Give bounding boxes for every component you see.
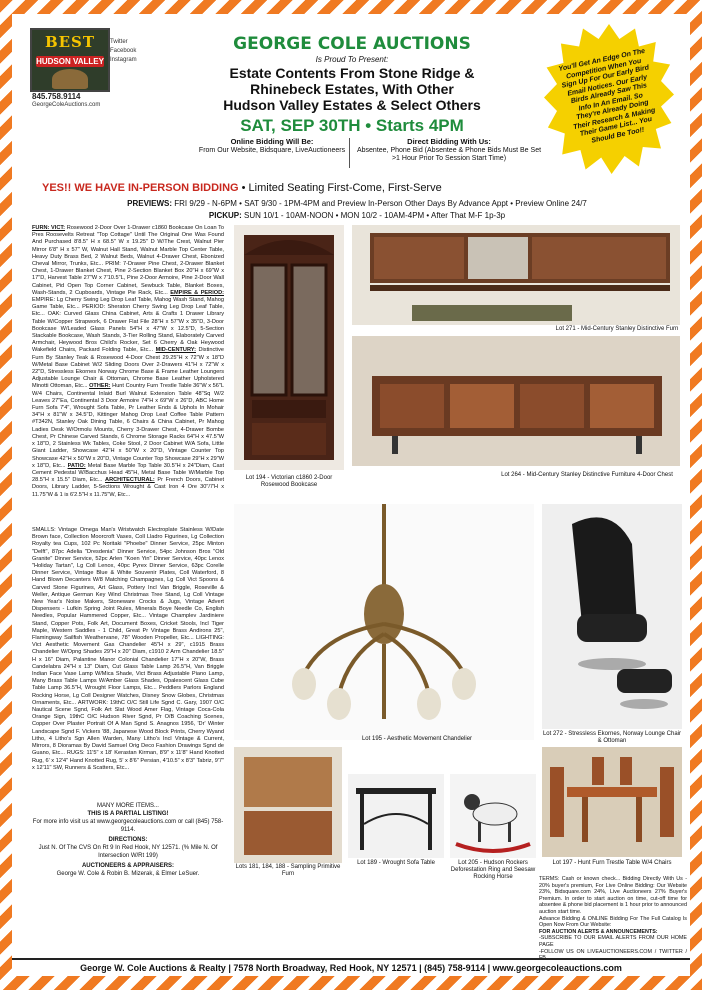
terms-text: TERMS: Cash or known check... Bidding Directly With Us - 20% buyer's premium, For Live Online Bidding: Our Website 23%, Bidsquare.com 24%, Live Auctioneers 27% Buyer's Premium. In order to start auction on time, cut-off time for absentee & phone bid placement is 1 hour prior to announced auction start time. — [539, 876, 687, 915]
photo-lot-264 — [352, 336, 680, 466]
logo-phone: 845.758.9114 — [32, 92, 81, 101]
best-of-hudson-valley-logo — [30, 28, 110, 92]
smalls-listing — [32, 527, 224, 797]
alerts-label: FOR AUCTION ALERTS & ANNOUNCEMENTS: — [539, 928, 658, 935]
direct-bidding-info — [354, 138, 544, 163]
caption-lot-189: Lot 189 - Wrought Sofa Table — [357, 860, 435, 866]
previews-label: PREVIEWS: — [127, 199, 173, 208]
footer-info — [32, 802, 224, 878]
pickup-line — [32, 211, 682, 220]
smalls-text: Vintage Omega Man's Wristwatch Electroplate Stainless W/Date Brown face, Collection Moorcroft Vases, Coll Lladro Figurines, Lg Collection Royalty tea Cups, 102 Pc Noritaki "Phoebe" Dinner Service, 25pc Minton "Delft", 87pc Adelia "Dresdenia" Dinner Service, 54pc Johnson Bros "Old Granite" Dinner Service, 52pc Arlen "Koen Yin" Dinner Service, 40pc Lenox "Holiday Tartan", Lg Coll Lenox, 40pc Pyrex Dinner Service, 63pc Corelle Dinner Service, Vintage Blue & White Souvenir Plates, Coll Waterford, 8 Hand Blown Decanters W/8 Matching Champagnes, Lg Coll Vict Spoons & Carved Stone Figurines, Art Glass, Pottery Incl Van Briggle, Roseville & Weller, Antique German Key Wind Christmas Tree Stand, Lg Coll Vintage New Year's Noise Makers, Stoneware Crocks & Jugs, Vintage Advert Dispensers - Lufkin Spring Joint Rules, Minerals Boye Needle Co, English Needles, Popular Hammered Copper, Etc... Vintage Champlev Jardiniere Stand, Copper Pots, Folk Art, Document Boxes, Cricket Stools, Incl Tiger Maple, Western Saddles - 1 Child, Great Pr Vintage Brass Andirons 25", Flamingway Sailfish Weathervane, 78" Wooden Propeller, Etc... — [32, 527, 224, 642]
smalls-label: SMALLS: — [32, 527, 56, 533]
artwork-text: 19thC O/C Still Life Sgnd C. Gary, 1907 O/C Nautical Scene Sgnd, Folk Art Slat Wood Amer Flag, Vintage Coca-Cola Orange Sign, 19thC O/C Hudson River Sgnd, Pr O/B Coaching Scenes, Copper Over Plaster Portrait Of A Man Sgnd S. Anagnos 1956, 'Dr' Winter Landscape Sgnd F. Vickers '88, Japanese Wood Block Prints, Cherry Wyand Litho, 4 Litho's Sgn Allen Warden, Many Litho's Incl Vintage & Current, Mirrors, 8 Dioramas By David Samuel Orig Deco Fashion Drawings Sgnd de Guano, Etc... RUGS: 11'5" x 18' Kerastan Kirman, 8'9" x 11'8" Hand Knotted Rug, 6' x 12'4" Hand Knotted Rug, 5' x 8'6" Persian, 4'10.5" x 8'3" Tabriz, 9'7" x 12'11" SW, Runners & Scatters, Etc... — [32, 699, 224, 771]
furn-text: Rosewood 2-Door Over 1-Drawer c1860 Bookcase On Loan To Pres Roosevelts Retreat "Top Cottage" Until The Original One Was Found And Purchased 8'8.5" H x 68.5" W x 19.25" D W/The Crest, Walnut Pier Mirror 6'8" H x 57" W, Walnut Hall Stand, Walnut Marble Top Center Table, Heavy Duty Brass Bed, 2 Walnut Beds, Walnut 4-Drawer Chest, Ebonized Cheval Mirror, Trunks, Etc... PRIM: 7-Drawer Pine Chest, 2-Drawer Blanket Chest, 1-Drawer Blanket Chest, Pine 2-Section Blanket Box 20"H x 69"W x 17"D, Harvest Table 27"W x 7'10.5"L, Pine 2-Door Armoire, Pine 2-Door Wall Cabinet, Pid Open Top Corner Cabinet, Sewbuck Table, Blanket Boxes, Wash-Stands, 2 Cupboards, Vintage Pie Rack, Etc... — [32, 225, 224, 296]
hawk-icon — [52, 69, 88, 89]
title-line-1: Estate Contents From Stone Ridge & — [229, 65, 475, 81]
auctioneers-text: George W. Cole & Robin B. Mizerak, & Elmer LeSuer. — [56, 871, 200, 877]
online-bidding-info — [197, 138, 347, 155]
title-line-2: Rhinebeck Estates, With Other — [250, 81, 454, 97]
furn-label: FURN: VICT: — [32, 225, 66, 231]
mid-century-label: MID-CENTURY: — [155, 347, 196, 354]
lighting-label: LIGHTING: — [196, 635, 224, 642]
patio-label: PATIO: — [67, 462, 86, 469]
in-person-banner — [42, 182, 682, 194]
logo-website[interactable]: GeorgeColeAuctions.com — [32, 102, 101, 108]
proud-text: Is Proud To Present: — [315, 55, 389, 64]
previews-text: FRI 9/29 - N-6PM • SAT 9/30 - 1PM-4PM and Preview In-Person Other Days By Advance Appt • Preview Online 24/7 — [174, 199, 587, 208]
empire-text: EMPIRE: Lg Cherry Swing Leg Drop Leaf Table, Mahog Wash Stand, Mahog Game Table, Etc... PERIOD: Sheraton Cherry Swing Leg Drop Leaf Table, Etc... OAK: Curved Glass China Cabinet, Arts & Crafts 1 Drawer Library Table W/Copper Strapwork, 6 Drawer Flat File 28"H x 57"W x 35"D, 3-Door Bookcase W/Leaded Glass Panels 54"H x 47"W x 12.5"D, 5-Section Stackable Bookcase, Wash Stands, 3-Tier Rolling Stand, Elaborately Carved Armchair, Heywood Bros Child's Rocker, Set 6 Cherry & Oak Heywood Wakefield Chairs, Packard Folding Table, Etc... — [32, 297, 224, 354]
photo-lot-194 — [234, 225, 344, 470]
advance-bidding: Advance Bidding & ONLINE Bidding For The Full Catalog Is Open Now From Our Website: — [539, 915, 687, 929]
photo-lot-272 — [542, 504, 682, 729]
caption-lot-205: Lot 205 - Hudson Rockers Deforestation Ring and Seesaw Rocking Horse — [450, 860, 536, 880]
caption-lot-181: Lots 181, 184, 188 - Sampling Primitive Furn — [235, 864, 341, 877]
title-line-3: Hudson Valley Estates & Select Others — [223, 97, 481, 113]
previews-line — [32, 199, 682, 208]
in-person-yes: YES!! WE HAVE IN-PERSON BIDDING — [42, 182, 239, 194]
direct-bidding-text: Absentee, Phone Bid (Absentee & Phone Bids Must Be Set >1 Hour Prior To Session Start Time) — [356, 147, 542, 162]
furniture-listing — [32, 225, 224, 523]
logo-best: BEST — [44, 33, 96, 51]
company-title: GEORGE COLE AUCTIONS — [233, 34, 471, 54]
architectural-text: Pr French Doors, Cabinet Doors, Library Ladder, 5-Sections Wrought & Cast Iron 4 Ore 30"/7'H x 11.75"W & 1 is 6'2.5"H x 11.75"W, Etc... — [32, 477, 224, 498]
pickup-text: SUN 10/1 - 10AM-NOON • MON 10/2 - 10AM-4PM • After That M-F 1p-3p — [244, 211, 506, 220]
directions-label: DIRECTIONS: — [108, 837, 148, 843]
more-info: For more info visit us at www.georgecoleauctions.com or call (845) 758-9114. — [32, 819, 224, 833]
other-text: Hunt Country Furn Trestle Table 36"W x 56"L W/4 Chairs, Continental Inlaid Burl Walnut Extension Table 48"Sq W/2 Leaves 27"Ea, Continental 3 Door Armoire 74"H x 69"W x 26"D, ABC Home Furn Sofa 7'4", Wrought Sofa Table, Pr Leather Ends & Uphols In Mohair 34"H x 81"W x 34.5"D, Kittinger Mahog Drop Leaf Coffee Table Pattern #T342N, Stanley Oak Dining Table, 6 Chairs & China Cabinet, Pr Mahog Ladies Desk W/Ormolu Mounts, Cherry 3-Drawer Chest, 4-Drawer Bombe Chest, Pr Chinese Carved Stands, 6 Chrome Storage Racks 64"H x 47.5"W x 18"D, 2 Stainless Wk Tables, Coke Stool, 2 Door Cabinet W/A Sofa, Little Giant Ladder, Showcase 42"H x 50"W x 20"D, Vintage Counter Top Showcase 42"H x 50"W x 20"D, Vintage Counter Top Showcase 29"H x 29"W x 18"D, Etc... — [32, 383, 224, 469]
empire-label: EMPIRE & PERIOD: — [170, 289, 224, 296]
photo-lot-189 — [348, 774, 444, 858]
auctioneers-label: AUCTIONEERS & APPRAISERS: — [81, 863, 175, 869]
direct-bidding-label: Direct Bidding With Us: — [407, 137, 491, 146]
caption-lot-271: Lot 271 - Mid-Century Stanley Distinctive Furn — [555, 326, 679, 332]
photo-lot-205 — [450, 774, 536, 858]
caption-lot-194: Lot 194 - Victorian c1860 2-Door Rosewood Bookcase — [245, 475, 333, 488]
other-label: OTHER: — [89, 383, 111, 390]
early-bird-text: You'll Get An Edge On The Competition When You Sign Up For Our Early Bird Email Notices. Our Early Birds Already Saw This Info In An Email. So They're Already Doing Their Research & Making Their Game List... You Should Be Too!! — [557, 47, 656, 145]
photo-lot-271 — [352, 225, 680, 325]
flyer-content — [12, 14, 690, 976]
facebook-link[interactable]: Facebook — [110, 48, 137, 54]
social-links — [110, 38, 137, 65]
footer-contact-bar: George W. Cole Auctions & Realty | 7578 North Broadway, Red Hook, NY 12571 | (845) 758-9114 | www.georgecoleauctions.com — [12, 958, 690, 976]
event-date: SAT, SEP 30TH • Starts 4PM — [240, 116, 464, 135]
photo-lot-197 — [542, 747, 682, 857]
header-divider — [349, 138, 350, 168]
in-person-rest: • Limited Seating First-Come, First-Serve — [238, 182, 442, 194]
lighting-text: Vict Aesthetic Movement Gas Chandelier 45"H x 29", c1915 Brass Chandelier W/Opng Shades 29"H x 20" Diam, c1910 2 Arm Chandelier 18.5" H x 16" Diam, Palantine Manor Colonial Chandelier 17"H x 20"W, Brass Candelabra 24"H x 13" Diam, Cut Glass Table Lamp 26.5"H, Van Briggle Indian Face Vase Lamp W/Mica Shade, Vict Brass Adjustable Piano Lamp, Many Brass Table Lamps W/Amber Glass Shades, Opalescent Glass Cube Table Lamp 36.5"H, Wrought Floor Lamps, Etc... Peddlers Parlors England Rocking Horse, Lg Coll Designer Watches, Disney Snow Globes, Christmas Ornaments, Etc... — [32, 642, 224, 706]
terms-block — [539, 876, 687, 962]
online-bidding-label: Online Bidding Will Be: — [230, 137, 314, 146]
online-bidding-text: From Our Website, Bidsquare, LiveAuctioneers — [198, 147, 346, 154]
twitter-link[interactable]: Twitter — [110, 39, 128, 45]
directions-text: Just N. Of The CVS On Rt 9 In Red Hook, NY 12571. (% Mile N. Of Intersection W/Rt 199) — [38, 845, 218, 859]
caption-lot-272: Lot 272 - Stressless Ekornes, Norway Lounge Chair & Ottoman — [542, 731, 682, 744]
caption-lot-264: Lot 264 - Mid-Century Stanley Distinctive Furniture 4-Door Chest — [501, 472, 673, 478]
patio-text: Metal Base Marble Top Table 30.5"H x 24"Diam, Cast Cement Pedestal W/Bacchus Head 45"H, Metal Base Table W/Marble Top 28.5"H x 15.5" Diam, Etc... — [32, 462, 224, 484]
event-title — [162, 65, 542, 113]
alerts-subscribe: -SUBSCRIBE TO OUR EMAIL ALERTS FROM OUR HOME PAGE — [539, 935, 687, 948]
alerts-follow: -FOLLOW US ON LIVEAUCTIONEERS.COM / TWITTER / FB — [539, 948, 687, 962]
logo-region: HUDSON VALLEY — [36, 57, 104, 66]
more-items: MANY MORE ITEMS... — [97, 803, 159, 809]
pickup-label: PICKUP: — [208, 211, 242, 220]
caption-lot-195: Lot 195 - Aesthetic Movement Chandelier — [361, 736, 473, 742]
photo-lot-181 — [234, 747, 342, 863]
architectural-label: ARCHITECTURAL: — [105, 477, 155, 484]
instagram-link[interactable]: Instagram — [110, 57, 137, 63]
partial-listing: THIS IS A PARTIAL LISTING! — [87, 811, 169, 817]
mid-century-text: Distinctive Furn By Stanley Teak & Rosewood 4-Door Chest 29.25"H x 72"W x 18"D W/Metal Base Cabinet W/2 Sliding Doors Over 2-Drawers 41"H x 72"W x 22"D, Stressless Ekornes Norway Chrome Base & Frame Leather Loungers Adjustable Lounge Chair & Ottoman, Chrome Base Leather Upholstered Minotti Ottoman, Etc... — [32, 347, 224, 390]
photo-lot-195 — [234, 504, 534, 740]
caption-lot-197: Lot 197 - Hunt Furn Trestle Table W/4 Chairs — [552, 860, 672, 866]
artwork-label: ARTWORK: — [77, 699, 108, 706]
